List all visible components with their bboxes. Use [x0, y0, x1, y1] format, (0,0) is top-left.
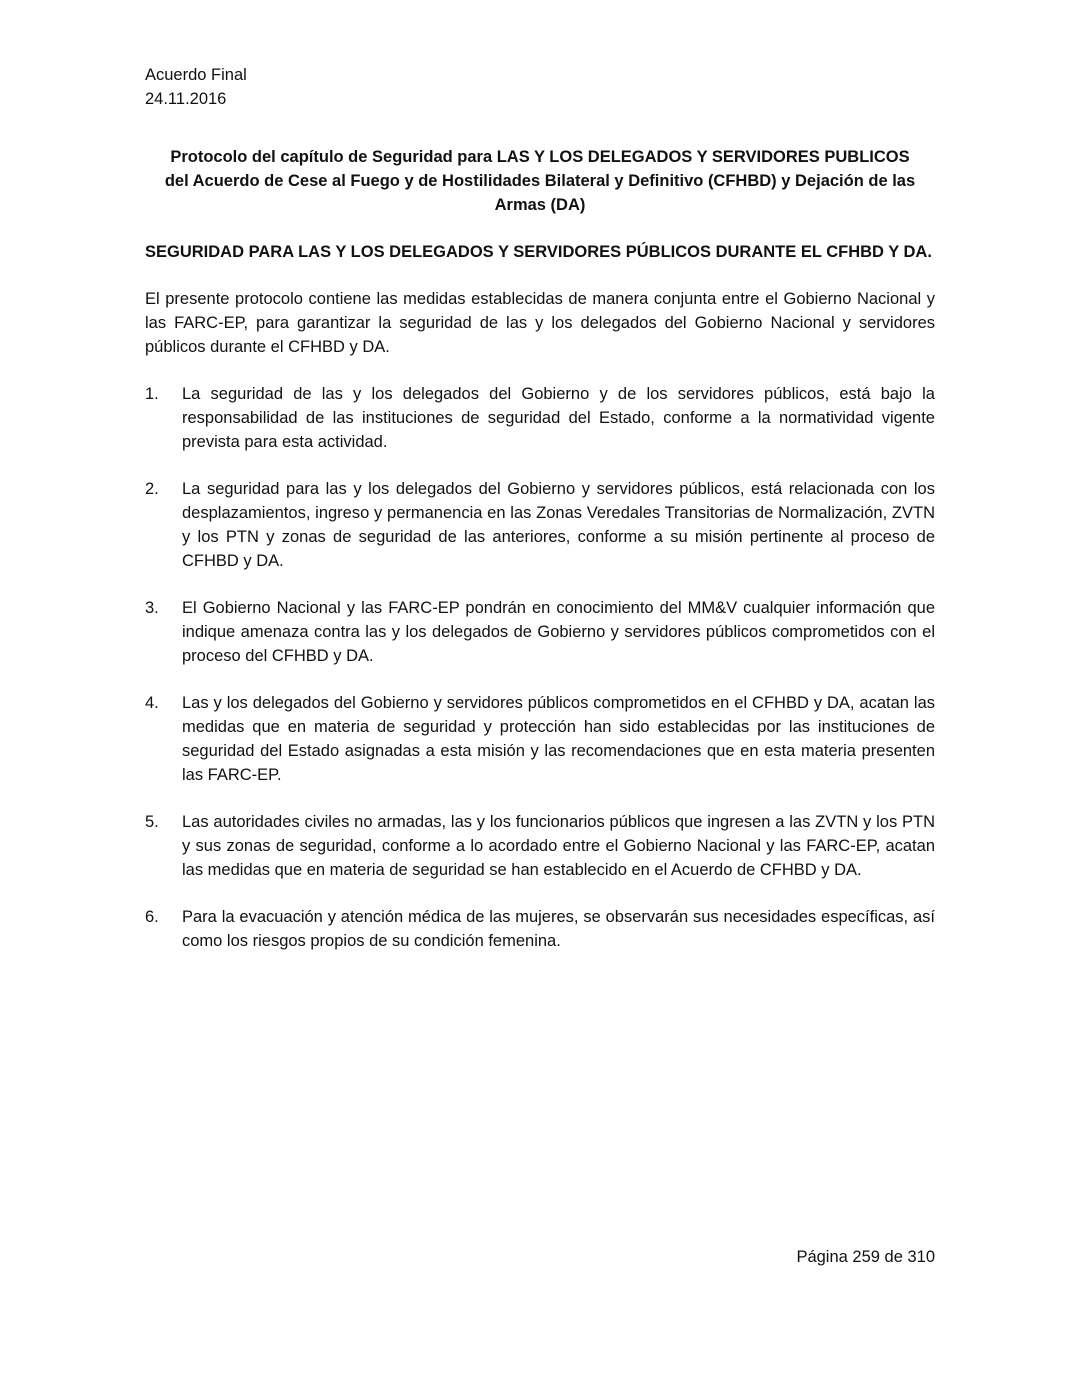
title-line-2: del Acuerdo de Cese al Fuego y de Hostilidades Bilateral y Definitivo (CFHBD) y Dejación de las [164, 172, 916, 190]
document-name: Acuerdo Final [145, 66, 247, 84]
list-item-number: 4. [145, 694, 159, 712]
list-item-number: 1. [145, 385, 159, 403]
list-item-text: Las y los delegados del Gobierno y servidores públicos comprometidos en el CFHBD y DA, acatan las medidas que en materia de seguridad y protección han sido establecidas por las instituciones de seguridad del Estado asignadas a esta misión y las recomendaciones que en esta materia presenten las FARC-EP. [182, 694, 935, 784]
list-item-number: 3. [145, 599, 159, 617]
section-heading: SEGURIDAD PARA LAS Y LOS DELEGADOS Y SERVIDORES PÚBLICOS DURANTE EL CFHBD Y DA. [145, 243, 932, 261]
list-item [145, 691, 935, 787]
title-line-1: Protocolo del capítulo de Seguridad para LAS Y LOS DELEGADOS Y SERVIDORES PUBLICOS [170, 148, 910, 166]
page-title [145, 145, 935, 217]
list-item [145, 905, 935, 953]
document-header [145, 63, 247, 111]
list-item [145, 382, 935, 454]
list-item-text: Para la evacuación y atención médica de las mujeres, se observarán sus necesidades específicas, así como los riesgos propios de su condición femenina. [182, 908, 935, 950]
list-item [145, 810, 935, 882]
numbered-list [145, 382, 935, 976]
list-item-text: Las autoridades civiles no armadas, las y los funcionarios públicos que ingresen a las ZVTN y los PTN y sus zonas de seguridad, conforme a lo acordado entre el Gobierno Nacional y las FARC-EP, acatan las medidas que en materia de seguridad se han establecido en el Acuerdo de CFHBD y DA. [182, 813, 935, 879]
list-item-number: 6. [145, 908, 159, 926]
list-item-number: 5. [145, 813, 159, 831]
document-date: 24.11.2016 [145, 90, 227, 108]
list-item [145, 596, 935, 668]
list-item-number: 2. [145, 480, 159, 498]
list-item [145, 477, 935, 573]
list-item-text: La seguridad para las y los delegados del Gobierno y servidores públicos, está relacionada con los desplazamientos, ingreso y permanencia en las Zonas Veredales Transitorias de Normalización, ZVTN y los PTN y zonas de seguridad de las anteriores, conforme a su misión pertinente al proceso de CFHBD y DA. [182, 480, 935, 570]
title-line-3: Armas (DA) [494, 196, 586, 214]
page-number: Página 259 de 310 [796, 1248, 935, 1266]
intro-paragraph: El presente protocolo contiene las medidas establecidas de manera conjunta entre el Gobierno Nacional y las FARC-EP, para garantizar la seguridad de las y los delegados del Gobierno Nacional y servidores públicos durante el CFHBD y DA. [145, 290, 935, 356]
document-page [145, 0, 935, 1397]
list-item-text: El Gobierno Nacional y las FARC-EP pondrán en conocimiento del MM&V cualquier información que indique amenaza contra las y los delegados de Gobierno y servidores públicos comprometidos con el proceso del CFHBD y DA. [182, 599, 935, 665]
list-item-text: La seguridad de las y los delegados del Gobierno y de los servidores públicos, está bajo la responsabilidad de las instituciones de seguridad del Estado, conforme a la normatividad vigente prevista para esta actividad. [182, 385, 935, 451]
